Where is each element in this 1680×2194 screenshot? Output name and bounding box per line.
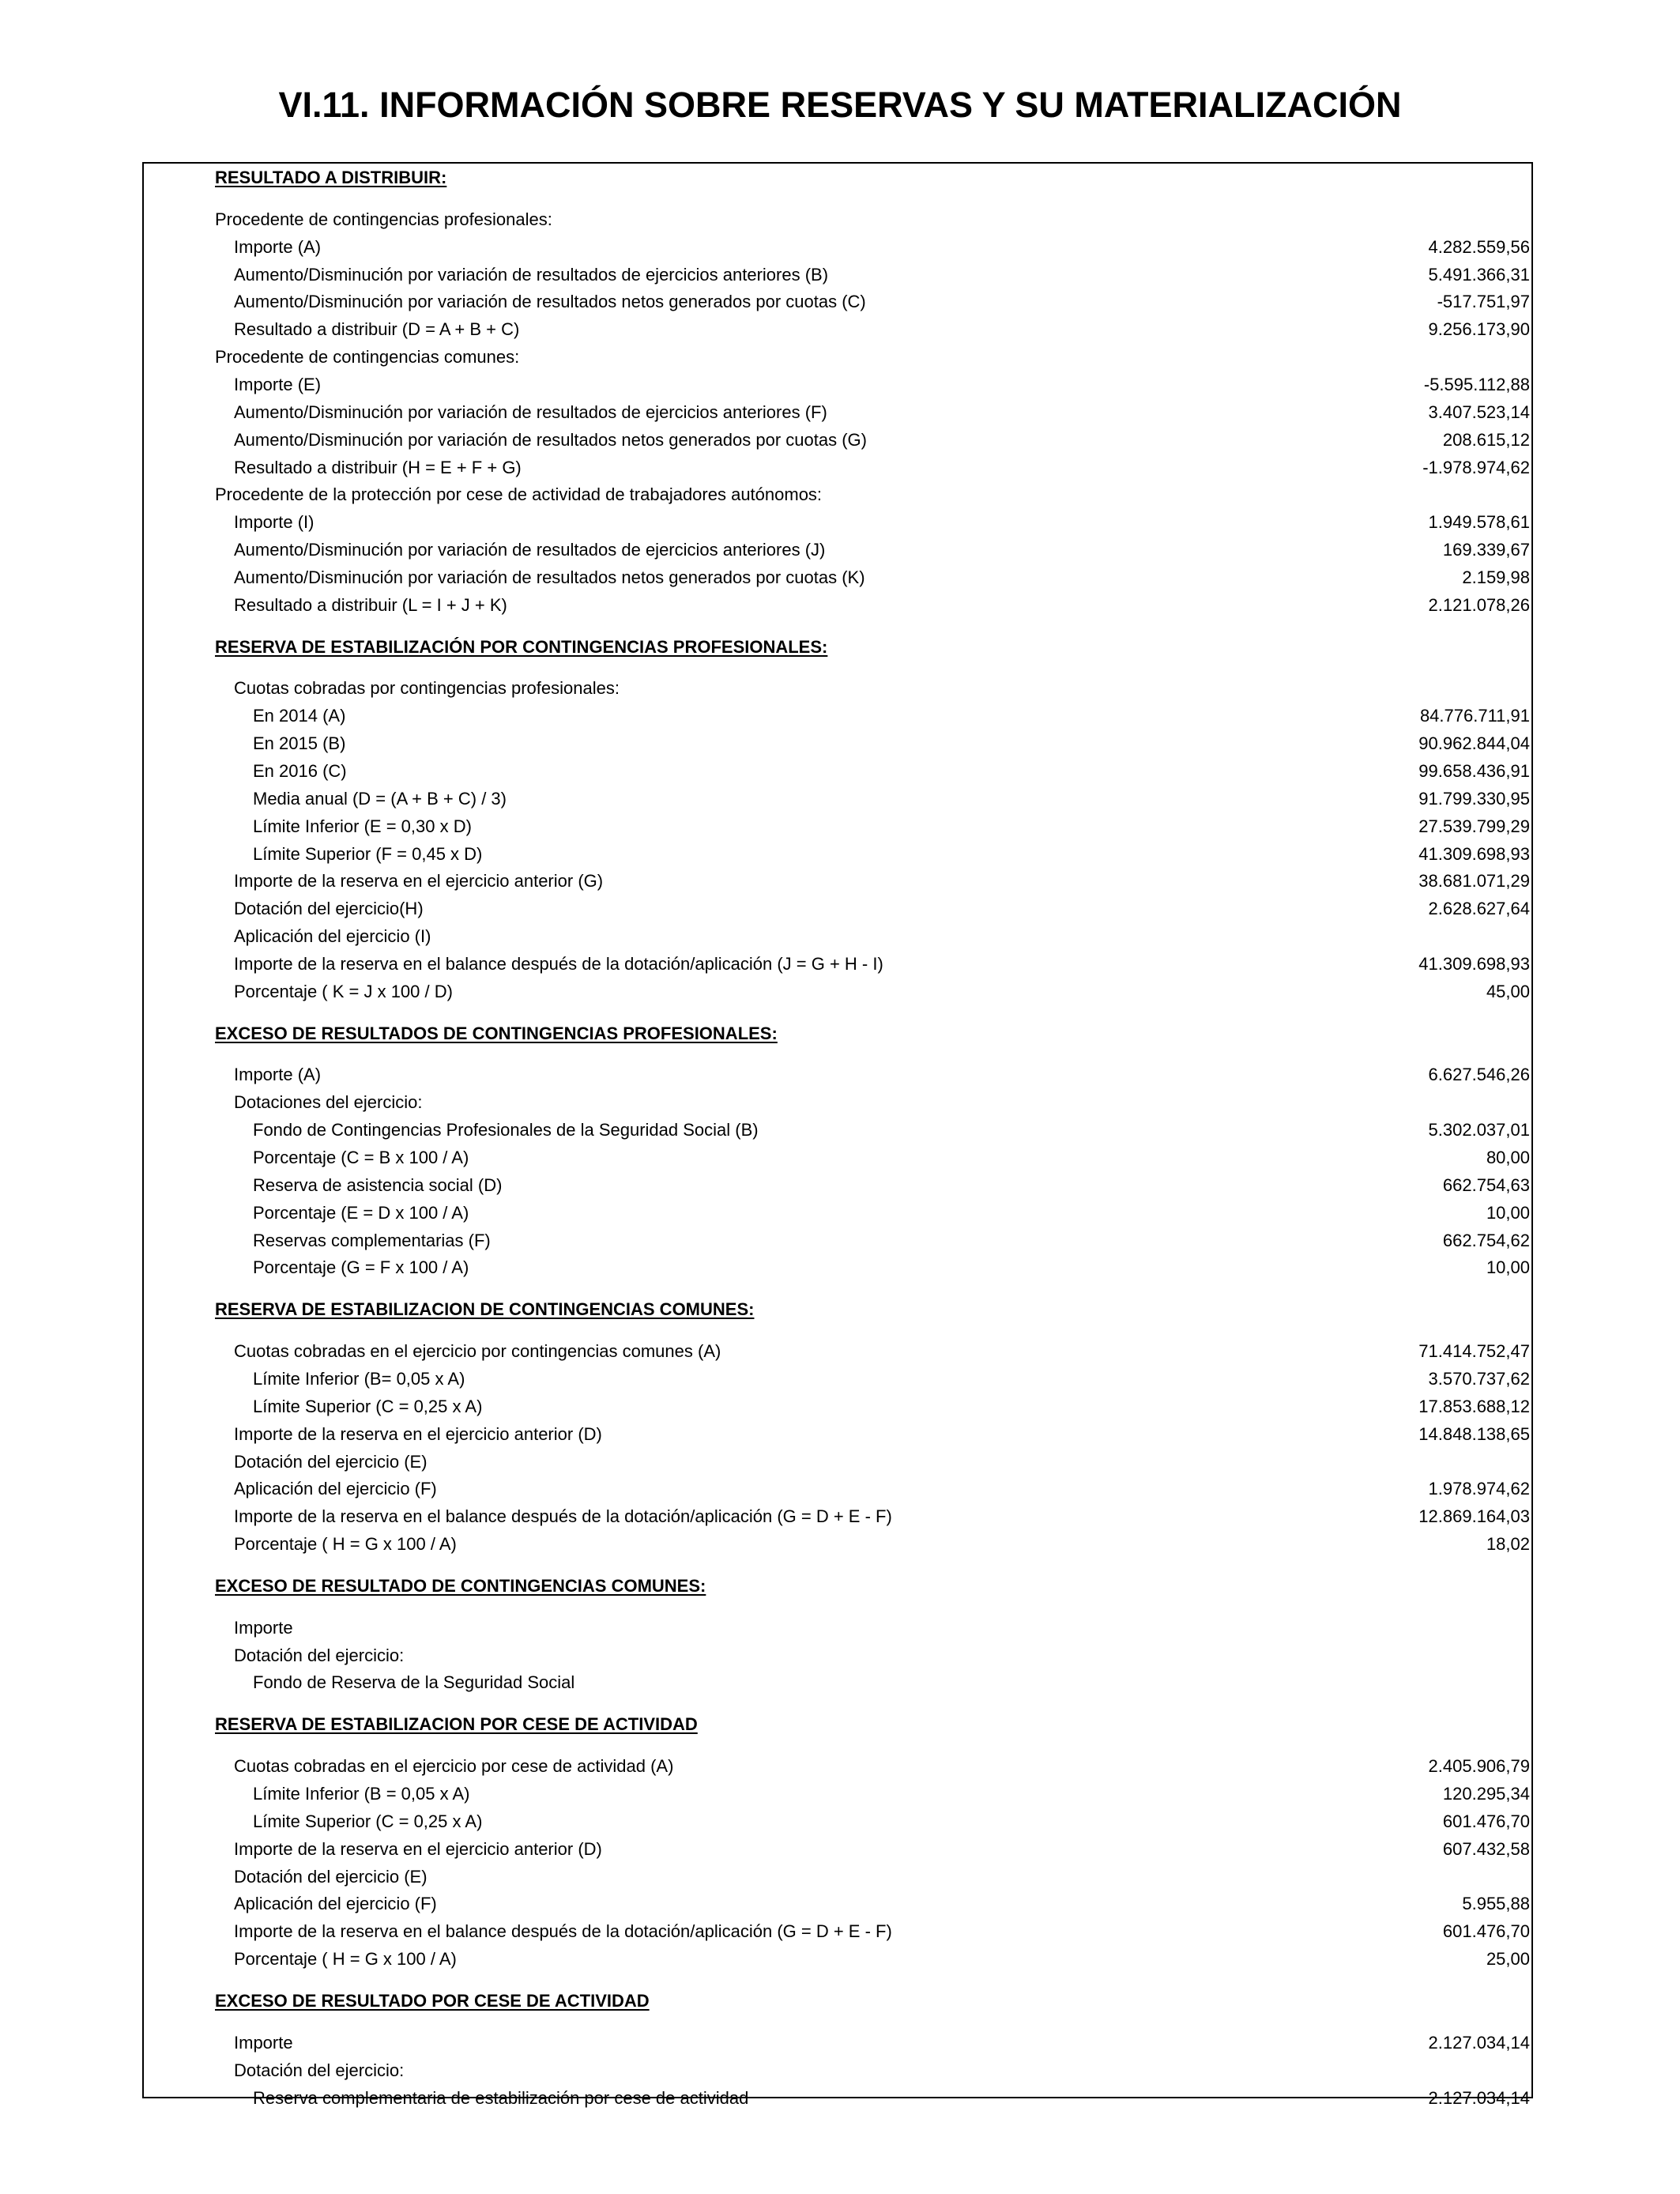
table-row [215,812,1530,840]
row-value: 17.853.688,12 [1418,1397,1530,1416]
row-label: Importe [234,2033,293,2053]
row-value: 601.476,70 [1442,1811,1530,1831]
row-value: 208.615,12 [1442,430,1530,450]
row-value: 662.754,63 [1442,1175,1530,1195]
row-label: Media anual (D = (A + B + C) / 3) [253,789,507,809]
row-label: Límite Inferior (B= 0,05 x A) [253,1369,465,1389]
table-row [215,1116,1530,1144]
section-header [215,1295,1530,1323]
section-header [215,1987,1530,2015]
row-value: 45,00 [1486,982,1530,1001]
row-label: Aumento/Disminución por variación de resultados de ejercicios anteriores (F) [234,402,827,422]
table-row [215,1808,1530,1835]
row-value: 80,00 [1486,1148,1530,1167]
table-row [215,288,1530,315]
row-label: Importe (E) [234,375,322,394]
row-label: Aplicación del ejercicio (F) [234,1479,437,1498]
row-value: 5.302.037,01 [1428,1120,1530,1140]
row-value: 3.570.737,62 [1428,1369,1530,1389]
row-label: Dotaciones del ejercicio: [234,1092,423,1112]
table-row [215,315,1530,343]
row-label: Fondo de Reserva de la Seguridad Social [253,1672,575,1692]
row-label: En 2015 (B) [253,733,346,753]
table-row [215,233,1530,261]
row-label: Aumento/Disminución por variación de resultados netos generados por cuotas (C) [234,292,866,311]
row-value: 41.309.698,93 [1418,954,1530,974]
table-row [215,1061,1530,1088]
row-value: 90.962.844,04 [1418,733,1530,753]
row-label: Reserva complementaria de estabilización por cese de actividad [253,2088,749,2108]
row-label: Reserva de asistencia social (D) [253,1175,503,1195]
table-row [215,1420,1530,1448]
row-value: 1.978.974,62 [1428,1479,1530,1498]
row-value: 2.159,98 [1462,567,1530,587]
row-label: Fondo de Contingencias Profesionales de la Seguridad Social (B) [253,1120,759,1140]
row-value: 18,02 [1486,1534,1530,1554]
row-label: Aumento/Disminución por variación de resultados netos generados por cuotas (K) [234,567,865,587]
section-header-label: RESERVA DE ESTABILIZACION POR CESE DE ACTIVIDAD [215,1714,698,1734]
table-row [215,1614,1530,1642]
table-row [215,840,1530,868]
row-value: 3.407.523,14 [1428,402,1530,422]
row-value: 99.658.436,91 [1418,761,1530,781]
table-row [215,371,1530,398]
table-row [215,674,1530,702]
table-row [215,1642,1530,1669]
row-value: 2.121.078,26 [1428,595,1530,615]
table-row [215,729,1530,757]
row-label: En 2016 (C) [253,761,347,781]
table-row [215,1945,1530,1973]
row-label: Importe [234,1618,293,1638]
table-row [215,508,1530,536]
table-row [215,1448,1530,1476]
table-row [215,1088,1530,1116]
row-label: Porcentaje ( H = G x 100 / A) [234,1949,457,1969]
row-label: Límite Superior (C = 0,25 x A) [253,1397,483,1416]
row-label: En 2014 (A) [253,706,346,726]
table-row [215,757,1530,785]
row-value: 9.256.173,90 [1428,319,1530,339]
row-value: 84.776.711,91 [1419,706,1530,726]
table-row [215,1199,1530,1227]
row-label: Importe de la reserva en el ejercicio anterior (D) [234,1839,602,1859]
row-label: Resultado a distribuir (D = A + B + C) [234,319,520,339]
table-row [215,536,1530,564]
row-value: 607.432,58 [1442,1839,1530,1859]
row-label: Límite Inferior (E = 0,30 x D) [253,816,472,836]
table-row [215,205,1530,233]
row-label: Dotación del ejercicio (E) [234,1452,428,1472]
table-row [215,1752,1530,1780]
row-label: Cuotas cobradas por contingencias profesionales: [234,678,620,698]
row-value: 5.491.366,31 [1428,265,1530,285]
row-label: Porcentaje ( H = G x 100 / A) [234,1534,457,1554]
row-label: Dotación del ejercicio: [234,1646,405,1665]
row-label: Importe de la reserva en el balance después de la dotación/aplicación (G = D + E - F) [234,1506,892,1526]
row-label: Aplicación del ejercicio (I) [234,926,431,946]
row-value: 120.295,34 [1442,1784,1530,1804]
row-value: 12.869.164,03 [1418,1506,1530,1526]
row-value: 2.405.906,79 [1428,1756,1530,1776]
section-header [215,633,1530,661]
table-row [215,1227,1530,1254]
table-row [215,1863,1530,1891]
row-label: Procedente de la protección por cese de actividad de trabajadores autónomos: [215,484,823,504]
table-row [215,1890,1530,1917]
table-row [215,261,1530,288]
row-value: 38.681.071,29 [1418,871,1530,891]
row-value: 41.309.698,93 [1418,844,1530,864]
table-row [215,922,1530,950]
table-row [215,426,1530,454]
table-row [215,1835,1530,1863]
section-header [215,164,1530,191]
row-label: Procedente de contingencias comunes: [215,347,520,367]
row-label: Aplicación del ejercicio (F) [234,1894,437,1913]
section-header [215,1572,1530,1600]
section-header-label: RESERVA DE ESTABILIZACIÓN POR CONTINGENCIAS PROFESIONALES: [215,637,828,657]
table-row [215,343,1530,371]
row-value: 27.539.799,29 [1418,816,1530,836]
section-header-label: EXCESO DE RESULTADO DE CONTINGENCIAS COMUNES: [215,1576,706,1596]
table-row [215,398,1530,426]
table-row [215,1502,1530,1530]
table-row [215,1668,1530,1696]
row-label: Aumento/Disminución por variación de resultados de ejercicios anteriores (B) [234,265,829,285]
row-label: Importe de la reserva en el balance después de la dotación/aplicación (J = G + H - I) [234,954,883,974]
row-value: 91.799.330,95 [1418,789,1530,809]
row-value: 10,00 [1486,1257,1530,1277]
row-value: 10,00 [1486,1203,1530,1223]
table-row [215,1144,1530,1171]
row-value: 2.628.627,64 [1428,899,1530,918]
row-value: -1.978.974,62 [1422,458,1530,477]
table-row [215,591,1530,619]
table-row [215,1171,1530,1199]
row-label: Cuotas cobradas en el ejercicio por contingencias comunes (A) [234,1341,721,1361]
row-label: Aumento/Disminución por variación de resultados netos generados por cuotas (G) [234,430,867,450]
section-header-label: EXCESO DE RESULTADO POR CESE DE ACTIVIDAD [215,1991,650,2011]
row-value: 169.339,67 [1442,540,1530,560]
row-label: Procedente de contingencias profesionales: [215,209,552,229]
table-row [215,1917,1530,1945]
row-label: Dotación del ejercicio: [234,2060,405,2080]
row-label: Límite Superior (F = 0,45 x D) [253,844,483,864]
row-value: -517.751,97 [1437,292,1530,311]
row-value: 1.949.578,61 [1428,512,1530,532]
row-label: Importe de la reserva en el balance después de la dotación/aplicación (G = D + E - F) [234,1921,892,1941]
row-label: Resultado a distribuir (L = I + J + K) [234,595,507,615]
row-value: 25,00 [1486,1949,1530,1969]
row-label: Importe de la reserva en el ejercicio anterior (G) [234,871,604,891]
row-value: 2.127.034,14 [1428,2088,1530,2108]
table-row [215,2029,1530,2056]
section-header-label: EXCESO DE RESULTADOS DE CONTINGENCIAS PROFESIONALES: [215,1023,778,1043]
table-row [215,481,1530,508]
table-row [215,564,1530,591]
row-label: Porcentaje ( K = J x 100 / D) [234,982,453,1001]
row-label: Importe (A) [234,237,322,257]
row-value: 4.282.559,56 [1428,237,1530,257]
row-value: 662.754,62 [1442,1231,1530,1250]
table-row [215,895,1530,922]
table-row [215,454,1530,481]
table-row [215,1393,1530,1420]
row-label: Límite Superior (C = 0,25 x A) [253,1811,483,1831]
table-row [215,1780,1530,1808]
section-header [215,1710,1530,1738]
table-row [215,1253,1530,1281]
row-label: Importe de la reserva en el ejercicio anterior (D) [234,1424,602,1444]
section-header-label: RESULTADO A DISTRIBUIR: [215,168,447,187]
table-row [215,702,1530,729]
table-row [215,1475,1530,1502]
row-label: Resultado a distribuir (H = E + F + G) [234,458,522,477]
table-row [215,1337,1530,1365]
row-label: Dotación del ejercicio(H) [234,899,424,918]
table-row [215,785,1530,812]
row-label: Límite Inferior (B = 0,05 x A) [253,1784,470,1804]
table-row [215,867,1530,895]
row-label: Importe (I) [234,512,315,532]
row-label: Porcentaje (G = F x 100 / A) [253,1257,469,1277]
row-value: 601.476,70 [1442,1921,1530,1941]
row-label: Dotación del ejercicio (E) [234,1867,428,1887]
row-value: 5.955,88 [1462,1894,1530,1913]
table-row [215,1530,1530,1558]
table-row [215,978,1530,1005]
row-label: Cuotas cobradas en el ejercicio por cese de actividad (A) [234,1756,674,1776]
section-header [215,1020,1530,1047]
row-label: Aumento/Disminución por variación de resultados de ejercicios anteriores (J) [234,540,826,560]
row-value: 2.127.034,14 [1428,2033,1530,2053]
row-value: -5.595.112,88 [1423,375,1530,394]
row-value: 71.414.752,47 [1418,1341,1530,1361]
page-title: VI.11. INFORMACIÓN SOBRE RESERVAS Y SU MATERIALIZACIÓN [278,85,1402,125]
row-value: 14.848.138,65 [1418,1424,1530,1444]
table-row [215,1365,1530,1393]
row-label: Importe (A) [234,1065,322,1084]
table-row [215,2084,1530,2112]
table-row [215,950,1530,978]
row-value: 6.627.546,26 [1428,1065,1530,1084]
row-label: Porcentaje (E = D x 100 / A) [253,1203,469,1223]
row-label: Reservas complementarias (F) [253,1231,491,1250]
table-row [215,2056,1530,2084]
row-label: Porcentaje (C = B x 100 / A) [253,1148,469,1167]
section-header-label: RESERVA DE ESTABILIZACION DE CONTINGENCIAS COMUNES: [215,1299,755,1319]
